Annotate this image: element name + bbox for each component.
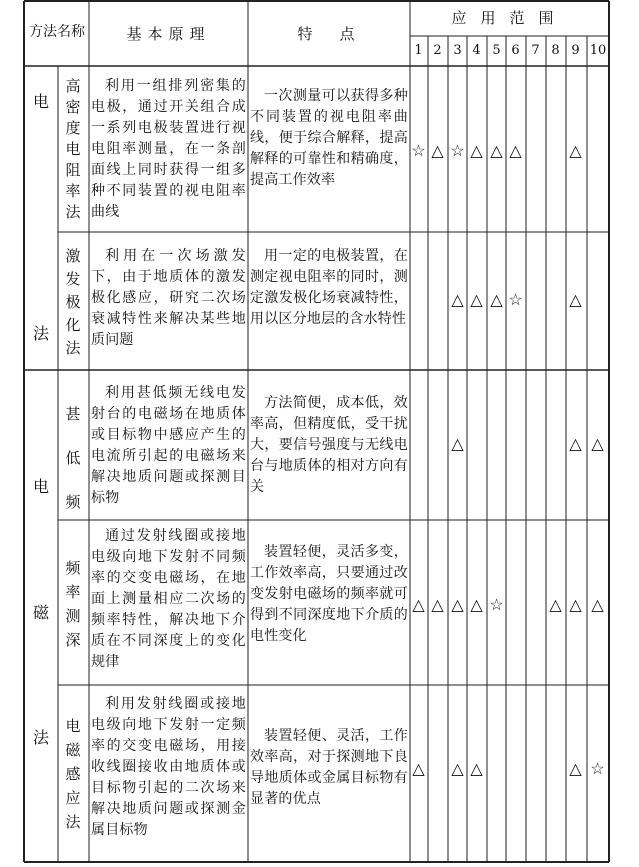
- col-number: 3: [453, 43, 462, 58]
- method-name-frequency-sounding: 频 率 测 深: [65, 559, 81, 649]
- application-mark: △: [451, 290, 464, 309]
- application-mark: △: [490, 141, 503, 160]
- application-mark: △: [470, 595, 483, 614]
- col-number: 5: [492, 43, 501, 58]
- application-mark: △: [431, 141, 444, 160]
- header-method-name: 方法名称: [29, 24, 85, 40]
- application-mark: △: [470, 290, 483, 309]
- group-label-electromagnetic: 法: [32, 728, 49, 747]
- principle-text: 利用在一次场激发下，由于地质体的激发极化感应，研究二次场衰减特性来解决某些地质问题: [91, 248, 246, 348]
- principle-text: 利用发射线圈或接地电级向地下发射一定频率的交变电磁场，用接收线圈接收由地质体或目标物引起的二次场来解决地质问题或探测金属目标物: [91, 696, 246, 838]
- col-number: 2: [433, 43, 442, 58]
- application-mark: ☆: [590, 759, 605, 778]
- application-mark: △: [412, 759, 425, 778]
- application-mark: △: [412, 595, 425, 614]
- col-number: 1: [414, 43, 423, 58]
- method-name-induced-polarization: 激 发 极 化 法: [65, 247, 81, 357]
- feature-text: 装置轻便，灵活多变，工作效率高，只要通过改变发射电磁场的频率就可得到不同深度地下介质的电性变化: [250, 544, 408, 644]
- col-number: 9: [571, 43, 580, 58]
- group-label-electric: 法: [32, 324, 49, 343]
- col-number: 6: [511, 43, 520, 58]
- method-name-em-induction: 电 磁 感 应 法: [65, 717, 81, 831]
- application-mark: △: [431, 595, 444, 614]
- feature-text: 方法简便，成本低，效率高，但精度低，受干扰大，要信号强度与无线电台与地质体的相对方向有关: [250, 395, 408, 495]
- application-mark: ☆: [450, 141, 465, 160]
- application-mark: △: [451, 434, 464, 453]
- method-name-vlf: 甚 低 频: [65, 405, 81, 511]
- application-mark: ☆: [411, 141, 426, 160]
- application-mark: ☆: [508, 290, 523, 309]
- principle-text: 利用一组排列密集的电极，通过开关组合成一系列电极装置进行视电阻率测量，在一条剖面线上同时获得一组多种不同装置的视电阻率曲线: [91, 78, 246, 220]
- application-mark: △: [470, 141, 483, 160]
- col-number: 10: [589, 43, 607, 58]
- application-mark: △: [591, 595, 604, 614]
- principle-text: 通过发射线圈或接地电级向地下发射不同频率的交变电磁场，在地面上测量相应二次场的频率特性，解决地下介质在不同深度上的变化规律: [91, 528, 246, 670]
- application-mark: △: [591, 434, 604, 453]
- group-label-electromagnetic: 磁: [32, 603, 49, 622]
- col-number: 7: [531, 43, 540, 58]
- header-principle: 基本原理: [126, 25, 211, 43]
- principle-text: 利用甚低频无线电发射台的电磁场在地质体或目标物中感应产生的电流所引起的电磁场来解决地质问题或探测目标物: [91, 385, 246, 506]
- header-feature: 特 点: [297, 25, 361, 43]
- group-label-electromagnetic: 电: [32, 477, 49, 496]
- col-number: 4: [472, 43, 481, 58]
- application-mark: △: [569, 141, 582, 160]
- application-mark: △: [549, 595, 562, 614]
- feature-text: 用一定的电极装置，在测定视电阻率的同时，测定激发极化场衰减特性，用以区分地层的含水特性: [250, 248, 408, 327]
- application-mark: △: [451, 595, 464, 614]
- group-label-electric: 电: [32, 92, 49, 111]
- col-number: 8: [551, 43, 560, 58]
- application-mark: △: [470, 759, 483, 778]
- application-mark: △: [569, 290, 582, 309]
- application-mark: △: [490, 290, 503, 309]
- feature-text: 一次测量可以获得多种不同装置的视电阻率曲线，便于综合解释，提高解释的可靠性和精确度，提高工作效率: [250, 88, 408, 188]
- feature-text: 装置轻便、灵活，工作效率高，对于探测地下良导地质体或金属目标物有显著的优点: [250, 728, 408, 807]
- method-name-high-density-resistivity: 高 密 度 电 阻 率 法: [65, 77, 81, 221]
- application-mark: ☆: [489, 595, 504, 614]
- application-mark: △: [569, 595, 582, 614]
- header-application-range: 应用范围: [451, 9, 568, 27]
- application-mark: △: [451, 759, 464, 778]
- application-mark: △: [569, 759, 582, 778]
- application-mark: △: [569, 434, 582, 453]
- application-mark: △: [509, 141, 522, 160]
